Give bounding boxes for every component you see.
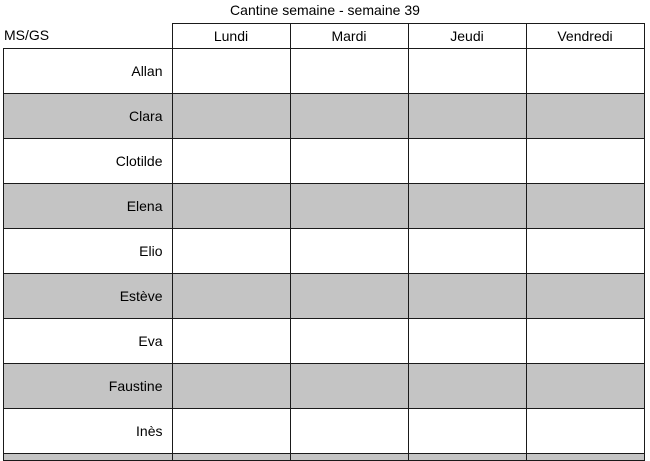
student-name: Eva	[4, 319, 173, 364]
student-row	[4, 409, 645, 454]
student-row-cutoff	[4, 454, 645, 461]
meal-cell[interactable]	[290, 319, 408, 364]
student-name: Allan	[4, 49, 173, 94]
meal-cell[interactable]	[526, 274, 644, 319]
day-header-jeudi: Jeudi	[408, 24, 526, 49]
meal-cell[interactable]	[526, 364, 644, 409]
meal-cell[interactable]	[290, 364, 408, 409]
student-row	[4, 319, 645, 364]
meal-cell[interactable]	[290, 49, 408, 94]
corner-cell	[4, 24, 173, 49]
student-row	[4, 184, 645, 229]
student-name: Clotilde	[4, 139, 173, 184]
student-name: Elena	[4, 184, 173, 229]
meal-cell[interactable]	[408, 94, 526, 139]
day-header-vendredi: Vendredi	[526, 24, 644, 49]
meal-cell[interactable]	[172, 229, 290, 274]
meal-cell[interactable]	[408, 139, 526, 184]
student-row	[4, 94, 645, 139]
student-row	[4, 274, 645, 319]
meal-cell[interactable]	[172, 319, 290, 364]
day-header-lundi: Lundi	[172, 24, 290, 49]
meal-cell[interactable]	[172, 454, 290, 461]
student-name	[4, 454, 173, 461]
meal-cell[interactable]	[408, 364, 526, 409]
student-row	[4, 229, 645, 274]
student-name: Faustine	[4, 364, 173, 409]
attendance-table	[3, 23, 645, 461]
day-header-mardi: Mardi	[290, 24, 408, 49]
meal-cell[interactable]	[408, 274, 526, 319]
meal-cell[interactable]	[408, 454, 526, 461]
student-name: Inès	[4, 409, 173, 454]
meal-cell[interactable]	[290, 454, 408, 461]
sheet-title: Cantine semaine - semaine 39	[230, 2, 420, 18]
meal-cell[interactable]	[290, 274, 408, 319]
meal-cell[interactable]	[290, 184, 408, 229]
meal-cell[interactable]	[526, 454, 644, 461]
meal-cell[interactable]	[526, 229, 644, 274]
student-row	[4, 139, 645, 184]
class-label: MS/GS	[4, 27, 50, 43]
student-name: Estève	[4, 274, 173, 319]
meal-cell[interactable]	[526, 409, 644, 454]
meal-cell[interactable]	[408, 184, 526, 229]
meal-cell[interactable]	[290, 409, 408, 454]
student-row	[4, 49, 645, 94]
meal-cell[interactable]	[408, 229, 526, 274]
meal-cell[interactable]	[172, 94, 290, 139]
student-name: Clara	[4, 94, 173, 139]
meal-cell[interactable]	[172, 274, 290, 319]
meal-cell[interactable]	[290, 229, 408, 274]
meal-cell[interactable]	[408, 409, 526, 454]
meal-cell[interactable]	[526, 94, 644, 139]
meal-cell[interactable]	[172, 139, 290, 184]
meal-cell[interactable]	[172, 364, 290, 409]
meal-cell[interactable]	[408, 49, 526, 94]
header-row	[4, 24, 645, 49]
meal-cell[interactable]	[172, 184, 290, 229]
meal-cell[interactable]	[408, 319, 526, 364]
meal-cell[interactable]	[526, 319, 644, 364]
meal-cell[interactable]	[290, 139, 408, 184]
meal-cell[interactable]	[526, 49, 644, 94]
meal-cell[interactable]	[172, 49, 290, 94]
student-row	[4, 364, 645, 409]
meal-cell[interactable]	[526, 139, 644, 184]
meal-cell[interactable]	[172, 409, 290, 454]
meal-cell[interactable]	[290, 94, 408, 139]
meal-cell[interactable]	[526, 184, 644, 229]
student-name: Elio	[4, 229, 173, 274]
